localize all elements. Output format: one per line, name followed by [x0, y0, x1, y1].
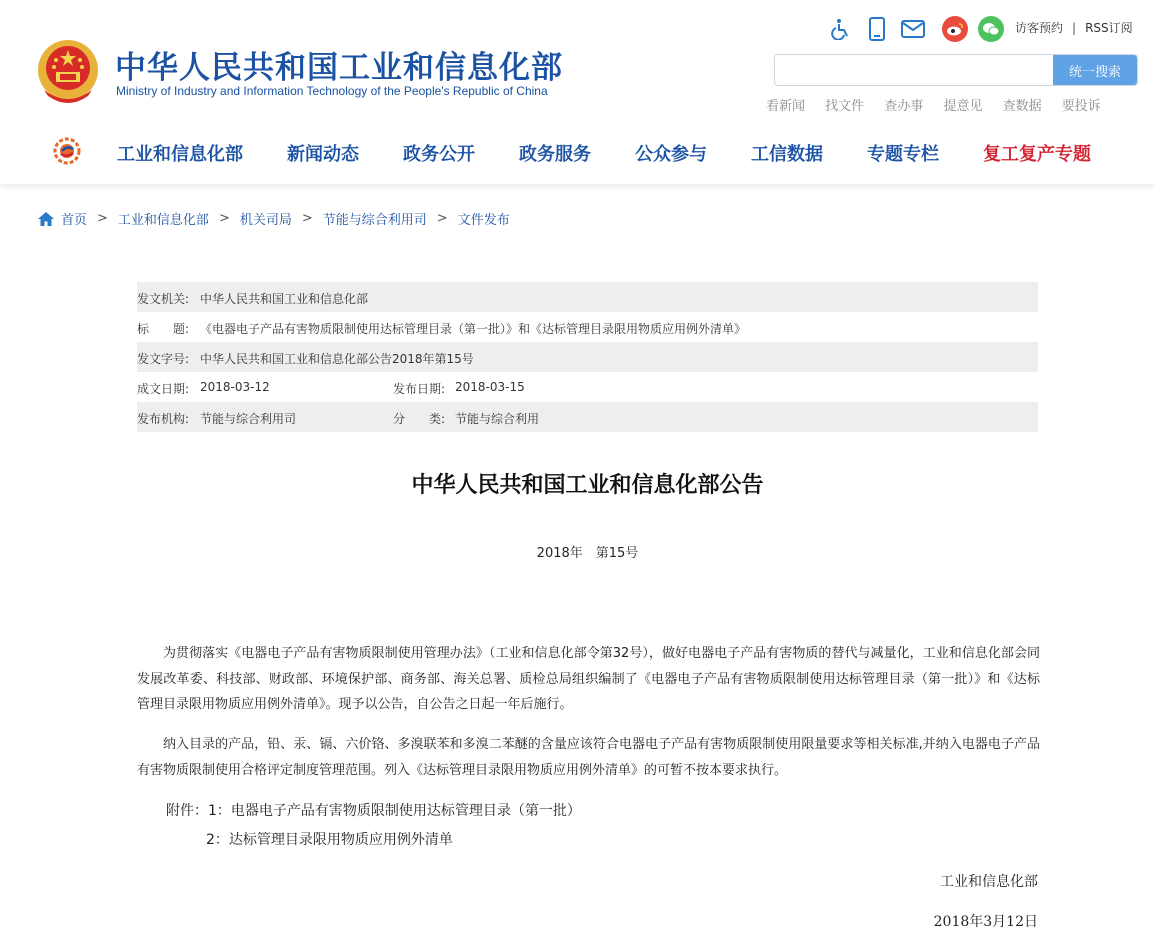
meta-doc-no-label: 发文字号: [137, 352, 190, 366]
quick-link-data[interactable]: 查数据 [1002, 99, 1042, 114]
document-paragraph-1: 为贯彻落实《电器电子产品有害物质限制使用管理办法》（工业和信息化部令第32号），做好电器电子产品有害物质的替代与减量化，工业和信息化部会同发展改革委、科技部、财政部、环境保护部、商务部、海关总署、质检总局组织编制了《电器电子产品有害物质限制使用达标管理目录（第一批）》和《达标管理目录限用物质应用例外清单》。现予以公告，自公告之日起一年后施行。 [137, 646, 1040, 712]
meta-title-value: 《电器电子产品有害物质限制使用达标管理目录（第一批）》和《达标管理目录限用物质应用例外清单》 [200, 322, 747, 336]
national-emblem-icon[interactable] [36, 38, 100, 104]
quick-links [766, 95, 1101, 114]
breadcrumb [38, 209, 510, 228]
meta-doc-no-value: 中华人民共和国工业和信息化部公告2018年第15号 [200, 352, 474, 366]
quick-link-files[interactable]: 找文件 [825, 99, 865, 114]
breadcrumb-file-release[interactable]: 文件发布 [457, 213, 510, 228]
breadcrumb-separator: > [436, 211, 448, 226]
search-button[interactable]: 统一搜索 [1053, 55, 1137, 85]
site-subtitle: Ministry of Industry and Information Technology of the People's Republic of China [116, 84, 548, 98]
quick-link-services[interactable]: 查办事 [884, 99, 924, 114]
meta-row-dates [137, 372, 1038, 402]
document-meta-table [137, 282, 1038, 432]
breadcrumb-departments[interactable]: 机关司局 [239, 213, 292, 228]
visit-booking-link[interactable]: 访客预约 [1015, 21, 1064, 35]
meta-row-doc-no [137, 342, 1038, 372]
meta-title-label: 标 题: [137, 322, 190, 336]
meta-issuer-value: 中华人民共和国工业和信息化部 [200, 292, 369, 306]
attachment-link-1[interactable]: 附件：1：电器电子产品有害物质限制使用达标管理目录（第一批） [166, 803, 581, 819]
breadcrumb-separator: > [97, 211, 108, 226]
document-signature: 工业和信息化部 [940, 874, 1038, 890]
top-links-separator: | [1072, 21, 1077, 35]
quick-link-news[interactable]: 看新闻 [766, 99, 806, 114]
meta-category-value: 节能与综合利用 [455, 412, 540, 426]
wechat-icon[interactable] [978, 16, 1004, 42]
document-paragraph-2: 纳入目录的产品，铅、汞、镉、六价铬、多溴联苯和多溴二苯醚的含量应该符合电器电子产品有害物质限制使用限量要求等相关标准,并纳入电器电子产品有害物质限制使用合格评定制度管理范围。列入《达标管理目录限用物质应用例外清单》的可暂不按本要求执行。 [137, 737, 1040, 778]
main-nav [0, 130, 1155, 172]
site-title[interactable]: 中华人民共和国工业和信息化部 [115, 50, 563, 86]
mobile-icon[interactable] [864, 16, 890, 42]
top-icon-bar [828, 16, 1014, 42]
weibo-icon[interactable] [942, 16, 968, 42]
attachment-link-2[interactable]: 2：达标管理目录限用物质应用例外清单 [206, 832, 453, 848]
meta-created-value: 2018-03-12 [200, 380, 270, 394]
site-header [0, 0, 1155, 184]
rss-link[interactable]: RSS订阅 [1085, 21, 1133, 35]
meta-org-label: 发布机构: [137, 412, 190, 426]
document-date: 2018年3月12日 [933, 914, 1038, 930]
meta-row-issuer [137, 282, 1038, 312]
meta-published-value: 2018-03-15 [455, 380, 525, 394]
meta-org-value: 节能与综合利用司 [200, 412, 297, 426]
nav-item-news[interactable]: 新闻动态 [287, 144, 359, 165]
meta-issuer-label: 发文机关: [137, 292, 190, 306]
nav-item-topics[interactable]: 专题专栏 [867, 144, 939, 165]
meta-category-label: 分 类: [393, 412, 446, 426]
breadcrumb-separator: > [301, 211, 313, 226]
top-links [1015, 19, 1133, 36]
quick-link-feedback[interactable]: 提意见 [943, 99, 983, 114]
quick-link-complaint[interactable]: 要投诉 [1061, 99, 1101, 114]
nav-item-miit[interactable]: 工业和信息化部 [117, 144, 243, 165]
nav-item-open-gov[interactable]: 政务公开 [403, 144, 475, 165]
miit-logo-icon[interactable] [52, 136, 82, 166]
nav-item-data[interactable]: 工信数据 [751, 144, 823, 165]
document-number: 2018年 第15号 [536, 546, 639, 561]
nav-item-gov-services[interactable]: 政务服务 [519, 144, 591, 165]
search-box [774, 54, 1138, 86]
meta-published-label: 发布日期: [393, 382, 446, 396]
home-icon[interactable] [38, 212, 54, 226]
nav-item-participation[interactable]: 公众参与 [635, 144, 707, 165]
breadcrumb-home[interactable]: 首页 [61, 213, 88, 228]
search-input[interactable] [775, 55, 1053, 85]
breadcrumb-energy-dept[interactable]: 节能与综合利用司 [322, 213, 427, 228]
breadcrumb-separator: > [218, 211, 230, 226]
document-title: 中华人民共和国工业和信息化部公告 [411, 473, 764, 498]
accessibility-icon[interactable] [828, 16, 854, 42]
meta-created-label: 成文日期: [137, 382, 190, 396]
meta-row-org [137, 402, 1038, 432]
mail-icon[interactable] [900, 16, 926, 42]
nav-item-resumption[interactable]: 复工复产专题 [983, 144, 1091, 165]
meta-row-title [137, 312, 1038, 342]
breadcrumb-miit[interactable]: 工业和信息化部 [117, 213, 209, 228]
